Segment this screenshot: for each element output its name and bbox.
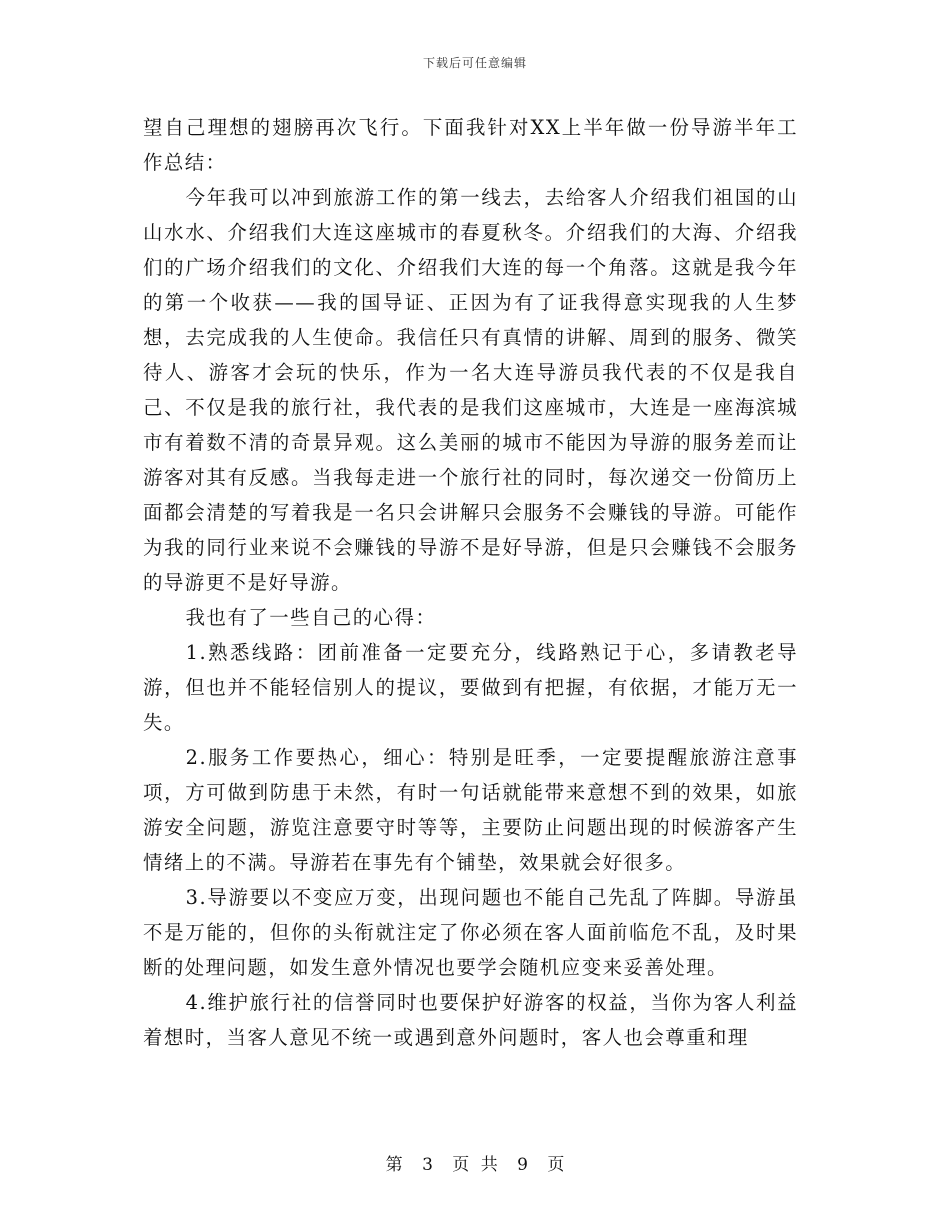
paragraph-item-4: 4.维护旅行社的信誉同时也要保护好游客的权益，当你为客人利益着想时，当客人意见不统一或遇到意外问题时，客人也会尊重和理	[143, 991, 798, 1049]
header-note: 下载后可任意编辑	[422, 56, 527, 70]
current-page-number: 3	[422, 1155, 433, 1175]
paragraph-continuation: 望自己理想的翅膀再次飞行。下面我针对XX上半年做一份导游半年工作总结：	[143, 116, 798, 174]
page-label-prefix: 第	[385, 1155, 403, 1175]
page-number-footer	[0, 1150, 950, 1175]
paragraph-item-2: 2.服务工作要热心，细心：特别是旺季，一定要提醒旅游注意事项，方可做到防患于未然，有时一句话就能带来意想不到的效果，如旅游安全问题，游览注意要守时等等，主要防止问题出现的时候游客产生情绪上的不满。导游若在事先有个铺垫，效果就会好很多。	[143, 746, 798, 874]
page-label-suffix: 页	[547, 1155, 565, 1175]
paragraph-insights-intro: 我也有了一些自己的心得：	[185, 606, 437, 629]
document-body	[143, 110, 798, 1055]
paragraph-main: 今年我可以冲到旅游工作的第一线去，去给客人介绍我们祖国的山山水水、介绍我们大连这座城市的春夏秋冬。介绍我们的大海、介绍我们的广场介绍我们的文化、介绍我们大连的每一个角落。这就是我今年的第一个收获——我的国导证、正因为有了证我得意实现我的人生梦想，去完成我的人生使命。我信任只有真情的讲解、周到的服务、微笑待人、游客才会玩的快乐，作为一名大连导游员我代表的不仅是我自己、不仅是我的旅行社，我代表的是我们这座城市，大连是一座海滨城市有着数不清的奇景异观。这么美丽的城市不能因为导游的服务差而让游客对其有反感。当我每走进一个旅行社的同时，每次递交一份简历上面都会清楚的写着我是一名只会讲解只会服务不会赚钱的导游。可能作为我的同行业来说不会赚钱的导游不是好导游，但是只会赚钱不会服务的导游更不是好导游。	[143, 186, 798, 594]
total-pages-number: 9	[517, 1155, 528, 1175]
paragraph-item-3: 3.导游要以不变应万变，出现问题也不能自己先乱了阵脚。导游虽不是万能的，但你的头衔就注定了你必须在客人面前临危不乱，及时果断的处理问题，如发生意外情况也要学会随机应变来妥善处理。	[143, 886, 798, 979]
page-label-mid: 页 共	[452, 1155, 498, 1175]
paragraph-item-1: 1.熟悉线路：团前准备一定要充分，线路熟记于心，多请教老导游，但也并不能轻信别人的提议，要做到有把握，有依据，才能万无一失。	[143, 641, 798, 734]
